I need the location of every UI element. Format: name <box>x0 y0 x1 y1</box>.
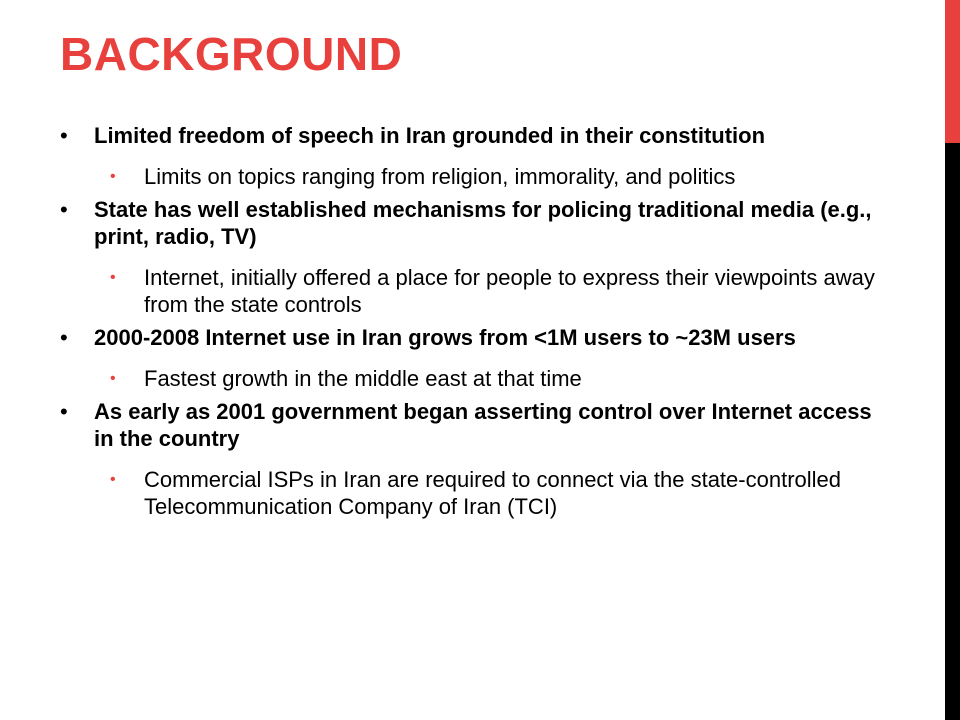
bullet-icon: • <box>60 123 68 148</box>
bullet-list <box>60 122 880 526</box>
side-accent-bar-red <box>945 0 960 143</box>
sub-bullet-icon: • <box>110 370 116 387</box>
bullet-text: As early as 2001 government began asserting control over Internet access in the country <box>94 399 872 451</box>
slide-title: BACKGROUND <box>60 28 403 80</box>
sub-bullet-text: Limits on topics ranging from religion, immorality, and politics <box>144 164 736 189</box>
sub-bullet-icon: • <box>110 168 116 185</box>
bullet-point <box>60 122 880 149</box>
bullet-icon: • <box>60 399 68 424</box>
bullet-text: State has well established mechanisms for policing traditional media (e.g., print, radio, TV) <box>94 197 872 249</box>
sub-bullet-text: Internet, initially offered a place for people to express their viewpoints away from the state controls <box>144 265 875 317</box>
sub-bullet-point <box>60 466 880 520</box>
bullet-icon: • <box>60 197 68 222</box>
bullet-text: 2000-2008 Internet use in Iran grows from <1M users to ~23M users <box>94 325 796 350</box>
sub-bullet-point <box>60 264 880 318</box>
bullet-point <box>60 196 880 250</box>
sub-bullet-point <box>60 163 880 190</box>
bullet-text: Limited freedom of speech in Iran grounded in their constitution <box>94 123 766 148</box>
sub-bullet-icon: • <box>110 471 116 488</box>
sub-bullet-text: Fastest growth in the middle east at that time <box>144 366 582 391</box>
sub-bullet-icon: • <box>110 269 116 286</box>
bullet-point <box>60 324 880 351</box>
bullet-point <box>60 398 880 452</box>
sub-bullet-point <box>60 365 880 392</box>
bullet-icon: • <box>60 325 68 350</box>
sub-bullet-text: Commercial ISPs in Iran are required to connect via the state-controlled Telecommunication Company of Iran (TCI) <box>144 467 841 519</box>
